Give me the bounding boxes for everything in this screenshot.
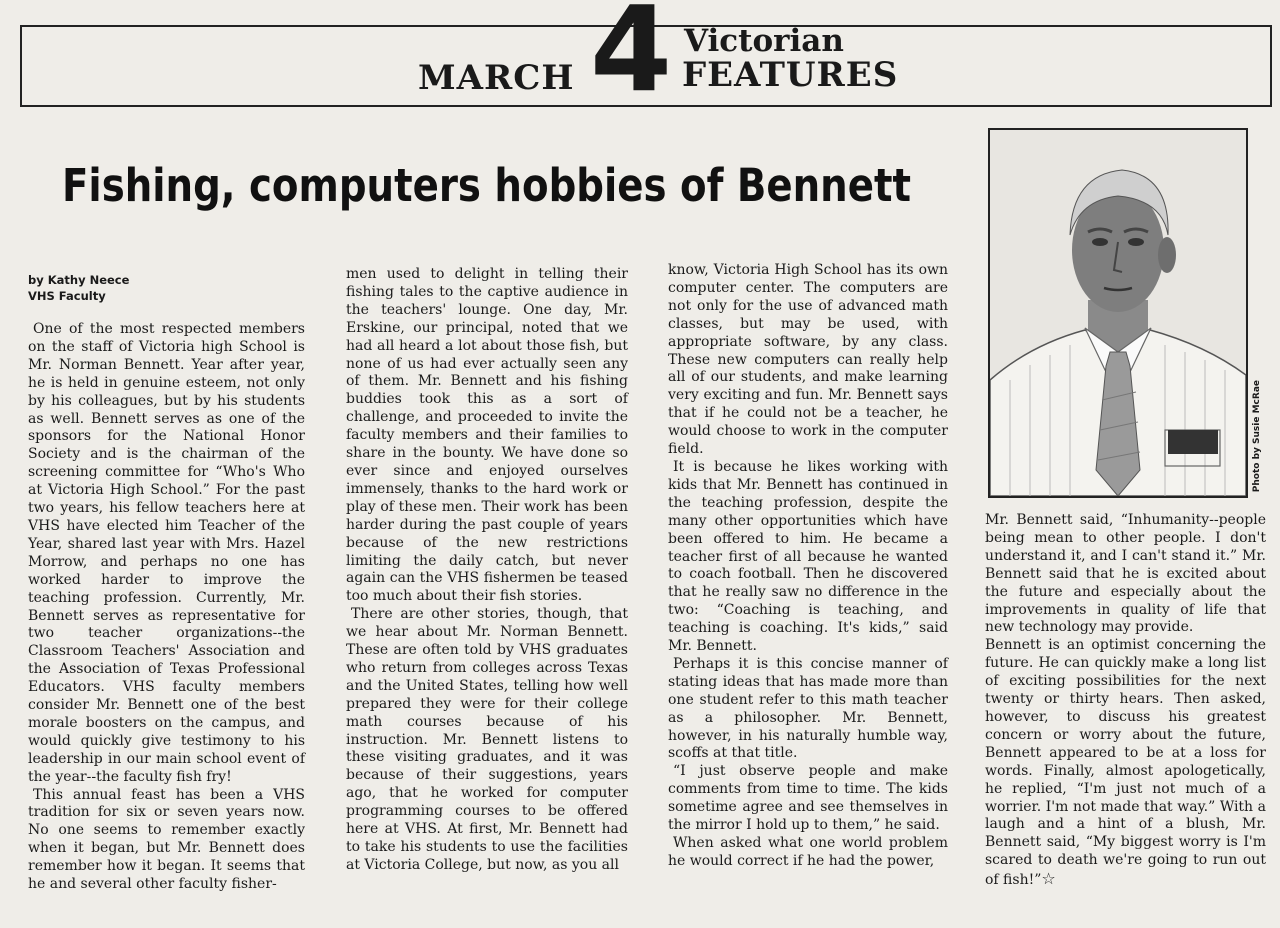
paragraph: There are other stories, though, that we hear about Mr. Norman Bennett. These are often told by VHS graduates who return from colleges across Texas and the United States, telling how well prepared they were for their college math courses because of his instruction. Mr. Bennett listens to these visiting graduates, and it was because of their suggestions, years ago, that he worked for computer programming courses to be offered here at VHS. At first, Mr. Bennett had to take his students to use the facilities at Victoria College, but now, as you all [346,606,628,873]
photo-credit: Photo by Susie McRae [1252,380,1262,493]
paragraph [985,637,1266,890]
masthead-month: MARCH [418,58,575,98]
article-column-2 [346,266,628,875]
paragraph: It is because he likes working with kids that Mr. Bennett has continued in the teaching profession, despite the many other opportunities which have been offered to him. He became a teacher first of all because he wanted to coach football. Then he discovered that he really saw no difference in the two: “Coaching is teaching, and teaching is coaching. It's kids,” said Mr. Bennett. [668,458,948,655]
paragraph: One of the most respected members on the staff of Victoria high School is Mr. Norman Bennett. Year after year, he is held in genuine esteem, not only by his colleagues, but by his students as well. Bennett serves as one of the sponsors for the National Honor Society and is the chairman of the screening committee for “Who's Who at Victoria High School.” For the past two years, his fellow teachers here at VHS have elected him Teacher of the Year, shared last year with Mrs. Hazel Morrow, and perhaps no one has worked harder to improve the teaching profession. Currently, Mr. Bennett serves as representative for two teacher organizations--the Classroom Teachers' Association and the Association of Texas Professional Educators. VHS faculty members consider Mr. Bennett one of the best morale boosters on the campus, and would quickly give testimony to his leadership in our main school event of the year--the faculty fish fry! [28,321,305,785]
article-column-4 [985,512,1266,890]
paragraph: men used to delight in telling their fishing tales to the captive audience in the teachers' lounge. One day, Mr. Erskine, our principal, noted that we had all heard a lot about those fish, but none of us had ever actually seen any of them. Mr. Bennett and his fishing buddies took this as a sort of challenge, and proceeded to invite the faculty members and their families to share in the bounty. We have done so ever since and enjoyed ourselves immensely, thanks to the hard work or play of these men. Their work has been harder during the past couple of years because of the new restrictions limiting the daily catch, but never again can the VHS fishermen be teased too much about their fish stories. [346,266,628,605]
masthead-features: FEATURES [682,55,899,95]
paragraph: Perhaps it is this concise manner of stating ideas that has made more than one student refer to this math teacher as a philosopher. Mr. Bennett, however, in his naturally humble way, scoffs at that title. [668,655,948,762]
end-star-icon: ☆ [1041,869,1056,889]
byline [28,272,129,304]
article-column-3 [668,262,948,871]
portrait-photo [988,128,1248,498]
paragraph: “I just observe people and make comments from time to time. The kids sometime agree and see themselves in the mirror I hold up to them,” he said. [668,763,948,834]
byline-name: by Kathy Neece [28,273,130,287]
masthead-victorian: Victorian [684,23,844,59]
byline-role: VHS Faculty [28,289,106,303]
paragraph-text: Bennett is an optimist concerning the future. He can quickly make a long list of exciting possibilities for the next twenty or thirty hears. Then asked, however, to discuss his greatest concern or worry about the future, Bennett appeared to be at a loss for words. Finally, almost apologetically, he replied, “I'm just not much of a worrier. I'm not made that way.” With a laugh and a hint of a blush, Mr. Bennett said, “My biggest worry is I'm scared to death we're going to run out of fish!” [985,637,1266,889]
paragraph: Mr. Bennett said, “Inhumanity--people being mean to other people. I don't understand it, and I can't stand it.” Mr. Bennett said that he is excited about the future and especially about the improvements in quality of life that new technology may provide. [985,512,1266,636]
portrait-illustration [990,130,1246,496]
paragraph: When asked what one world problem he would correct if he had the power, [668,835,948,869]
article-headline: Fishing, computers hobbies of Bennett [62,159,911,212]
masthead-number: 4 [590,0,673,118]
article-column-1 [28,321,305,894]
paragraph: know, Victoria High School has its own computer center. The computers are not only for the use of advanced math classes, but may be used, with appropriate software, by any class. These new computers can really help all of our students, and make learning very exciting and fun. Mr. Bennett says that if he could not be a teacher, he would choose to work in the computer field. [668,262,948,458]
paragraph: This annual feast has been a VHS tradition for six or seven years now. No one seems to remember exactly when it began, but Mr. Bennett does remember how it began. It seems that he and several other faculty fisher- [28,786,305,893]
